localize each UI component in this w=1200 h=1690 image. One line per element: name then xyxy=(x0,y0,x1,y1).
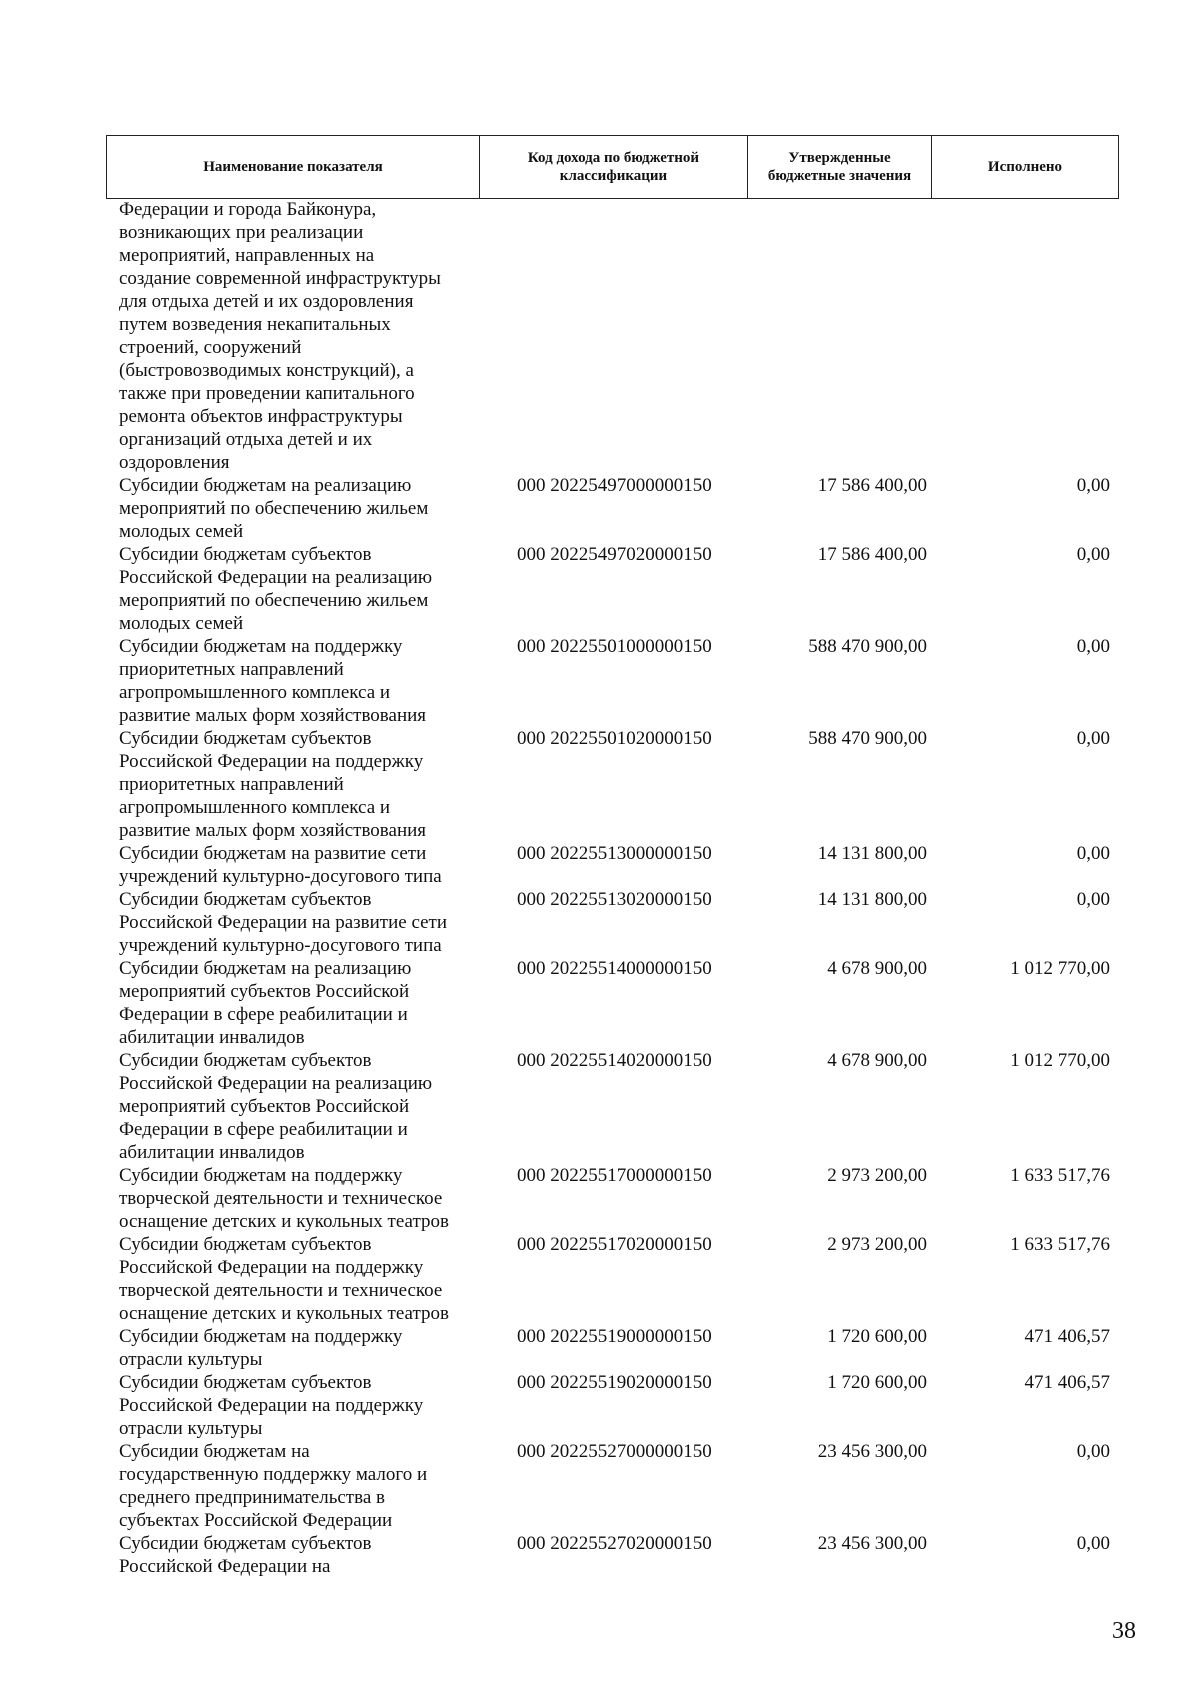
row-approved: 588 470 900,00 xyxy=(808,728,927,749)
row-code: 000 20225527020000150 xyxy=(517,1533,712,1554)
table-header xyxy=(106,135,1119,199)
row-code: 000 20225501020000150 xyxy=(517,728,712,749)
row-approved: 1 720 600,00 xyxy=(827,1326,927,1347)
header-executed: Исполнено xyxy=(932,136,1119,199)
row-approved: 588 470 900,00 xyxy=(808,636,927,657)
table-body xyxy=(0,198,1200,1578)
row-approved: 4 678 900,00 xyxy=(827,1050,927,1071)
table-row xyxy=(0,1440,1200,1532)
row-approved: 1 720 600,00 xyxy=(827,1372,927,1393)
table-row xyxy=(0,635,1200,727)
row-approved: 23 456 300,00 xyxy=(817,1441,927,1462)
row-code: 000 20225527000000150 xyxy=(517,1441,712,1462)
table-row xyxy=(0,888,1200,957)
row-name: Субсидии бюджетам субъектов Российской Федерации на поддержку творческой деятельности и техническое оснащение детских и кукольных театров xyxy=(119,1234,449,1324)
row-approved: 2 973 200,00 xyxy=(827,1165,927,1186)
row-executed: 0,00 xyxy=(1076,889,1110,910)
table-row xyxy=(0,727,1200,842)
row-approved: 14 131 800,00 xyxy=(817,843,927,864)
row-executed: 0,00 xyxy=(1076,843,1110,864)
row-name: Субсидии бюджетам субъектов Российской Федерации на реализацию мероприятий субъектов Российской Федерации в сфере реабилитации и абилитации инвалидов xyxy=(119,1050,433,1163)
row-code: 000 20225497000000150 xyxy=(517,475,712,496)
table-row xyxy=(0,1233,1200,1325)
row-executed: 1 633 517,76 xyxy=(1010,1165,1110,1186)
row-name: Субсидии бюджетам на развитие сети учреждений культурно-досугового типа xyxy=(119,843,442,887)
row-executed: 1 012 770,00 xyxy=(1010,1050,1110,1071)
table-row xyxy=(0,957,1200,1049)
row-approved: 17 586 400,00 xyxy=(817,544,927,565)
row-executed: 471 406,57 xyxy=(1024,1326,1110,1347)
row-name: Субсидии бюджетам субъектов Российской Федерации на реализацию мероприятий по обеспечению жильем молодых семей xyxy=(119,544,433,634)
table-row xyxy=(0,543,1200,635)
page-number: 38 xyxy=(1112,1618,1136,1644)
table-row xyxy=(0,1164,1200,1233)
row-name: Субсидии бюджетам на поддержку творческой деятельности и техническое оснащение детских и кукольных театров xyxy=(119,1165,449,1232)
table-row xyxy=(0,1532,1200,1578)
row-approved: 23 456 300,00 xyxy=(817,1533,927,1554)
row-approved: 14 131 800,00 xyxy=(817,889,927,910)
row-code: 000 20225513020000150 xyxy=(517,889,712,910)
row-approved: 2 973 200,00 xyxy=(827,1234,927,1255)
header-approved: Утвержденные бюджетные значения xyxy=(748,136,932,199)
row-approved: 4 678 900,00 xyxy=(827,958,927,979)
row-name: Федерации и города Байконура, возникающих при реализации мероприятий, направленных на создание современной инфраструктуры для отдыха детей и их оздоровления путем возведения некапитальных строений, сооружений (быстровозводимых конструкций), а также при проведении капитального ремонта объектов инфраструктуры организаций отдыха детей и их оздоровления xyxy=(119,199,441,473)
row-name: Субсидии бюджетам субъектов Российской Федерации на поддержку приоритетных направлений агропромышленного комплекса и развитие малых форм хозяйствования xyxy=(119,728,427,841)
table-row xyxy=(0,1049,1200,1164)
row-executed: 0,00 xyxy=(1076,1441,1110,1462)
row-name: Субсидии бюджетам субъектов Российской Федерации на xyxy=(119,1533,372,1577)
table-row xyxy=(0,1371,1200,1440)
table-row xyxy=(0,842,1200,888)
row-executed: 0,00 xyxy=(1076,636,1110,657)
row-code: 000 20225497020000150 xyxy=(517,544,712,565)
row-code: 000 20225513000000150 xyxy=(517,843,712,864)
row-code: 000 20225519000000150 xyxy=(517,1326,712,1347)
row-executed: 0,00 xyxy=(1076,544,1110,565)
row-code: 000 20225501000000150 xyxy=(517,636,712,657)
row-name: Субсидии бюджетам субъектов Российской Федерации на развитие сети учреждений культурно-досугового типа xyxy=(119,889,448,956)
row-code: 000 20225514000000150 xyxy=(517,958,712,979)
row-executed: 0,00 xyxy=(1076,475,1110,496)
row-name: Субсидии бюджетам на поддержку отрасли культуры xyxy=(119,1326,403,1370)
table-row xyxy=(0,198,1200,474)
row-code: 000 20225514020000150 xyxy=(517,1050,712,1071)
table-row xyxy=(0,474,1200,543)
header-row xyxy=(107,136,1119,199)
row-approved: 17 586 400,00 xyxy=(817,475,927,496)
row-code: 000 20225517000000150 xyxy=(517,1165,712,1186)
row-executed: 471 406,57 xyxy=(1024,1372,1110,1393)
row-executed: 1 633 517,76 xyxy=(1010,1234,1110,1255)
row-name: Субсидии бюджетам на реализацию мероприятий по обеспечению жильем молодых семей xyxy=(119,475,429,542)
row-executed: 0,00 xyxy=(1076,728,1110,749)
row-name: Субсидии бюджетам субъектов Российской Федерации на поддержку отрасли культуры xyxy=(119,1372,424,1439)
row-name: Субсидии бюджетам на реализацию мероприятий субъектов Российской Федерации в сфере реабилитации и абилитации инвалидов xyxy=(119,958,412,1048)
table-row xyxy=(0,1325,1200,1371)
row-executed: 0,00 xyxy=(1076,1533,1110,1554)
row-name: Субсидии бюджетам на государственную поддержку малого и среднего предпринимательства в субъектах Российской Федерации xyxy=(119,1441,428,1531)
row-code: 000 20225519020000150 xyxy=(517,1372,712,1393)
row-name: Субсидии бюджетам на поддержку приоритетных направлений агропромышленного комплекса и развитие малых форм хозяйствования xyxy=(119,636,427,726)
header-name: Наименование показателя xyxy=(107,136,480,199)
header-code: Код дохода по бюджетной классификации xyxy=(480,136,748,199)
row-executed: 1 012 770,00 xyxy=(1010,958,1110,979)
row-code: 000 20225517020000150 xyxy=(517,1234,712,1255)
